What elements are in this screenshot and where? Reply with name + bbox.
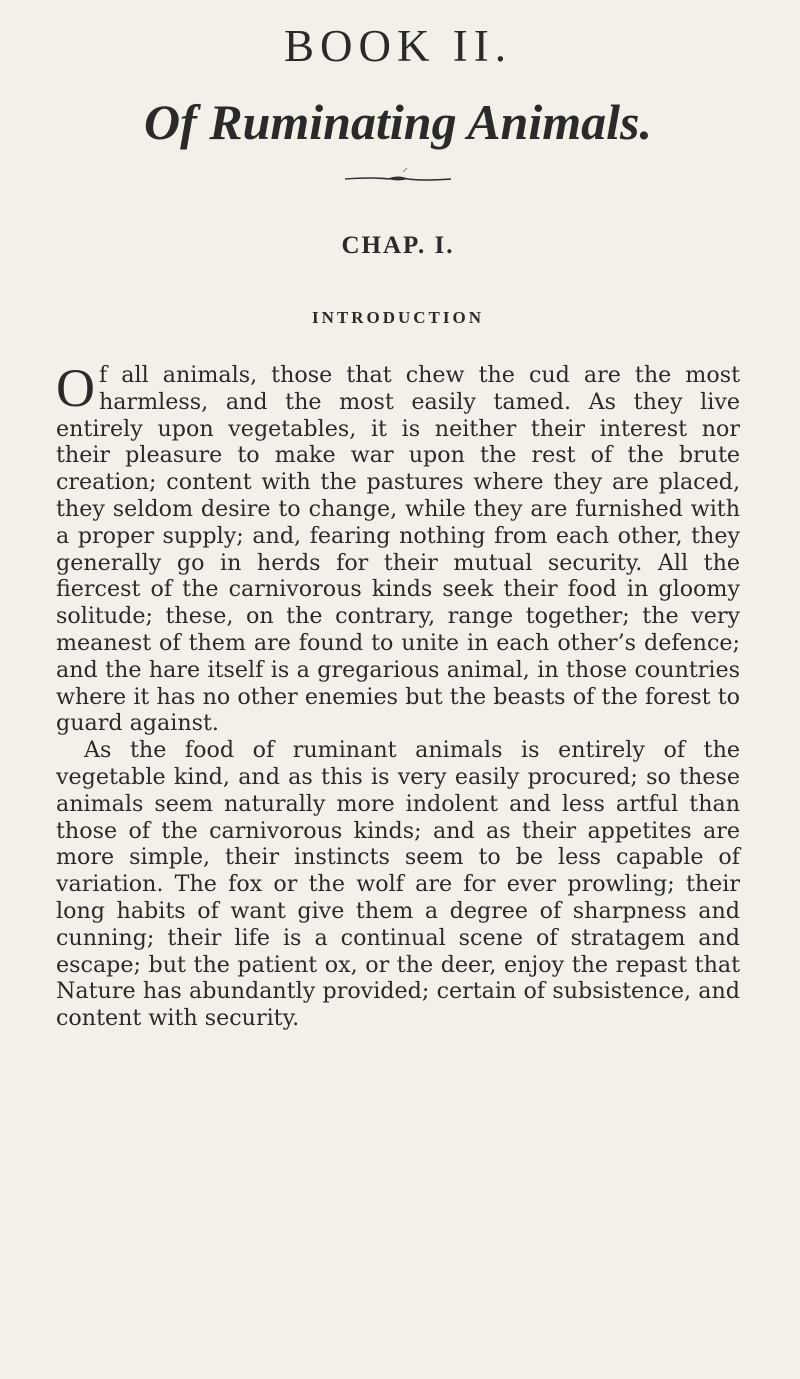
ornament-rule-icon xyxy=(343,168,453,190)
section-heading: INTRODUCTION xyxy=(311,308,485,327)
book-heading: BOOK II. xyxy=(284,21,512,71)
paragraph: As the food of ruminant animals is entirely of the vegetable kind, and as this is very easily procured; so these animals seem naturally more indolent and less artful than those of the carnivorous kinds; and as their appetites are more simple, their instincts seem to be less capable of variation. The fox or the wolf are for ever prowling; their long habits of want give them a degree of sharpness and cunning; their life is a continual scene of stratagem and escape; but the patient ox, or the deer, enjoy the repast that Nature has abundantly provided; certain of subsistence, and content with security. xyxy=(56,737,740,1032)
paragraph xyxy=(56,358,740,737)
paragraph-text: f all animals, those that chew the cud are the most harmless, and the most easily tamed. As they live entirely upon vegetables, it is neither their interest nor their pleasure to make war upon the rest of the brute creation; content with the pastures where they are placed, they seldom desire to change, while they are furnished with a proper supply; and, fearing nothing from each other, they generally go in herds for their mutual security. All the fiercest of the carnivorous kinds seek their food in gloomy solitude; these, on the contrary, range together; the very meanest of them are found to unite in each other’s defence; and the hare itself is a gregarious animal, in those countries where it has no other enemies but the beasts of the forest to guard against. xyxy=(56,362,740,737)
subject-heading: Of Ruminating Animals. xyxy=(143,94,653,150)
chapter-heading: CHAP. I. xyxy=(341,232,455,259)
drop-cap: O xyxy=(56,358,95,418)
body-text xyxy=(56,358,740,1032)
